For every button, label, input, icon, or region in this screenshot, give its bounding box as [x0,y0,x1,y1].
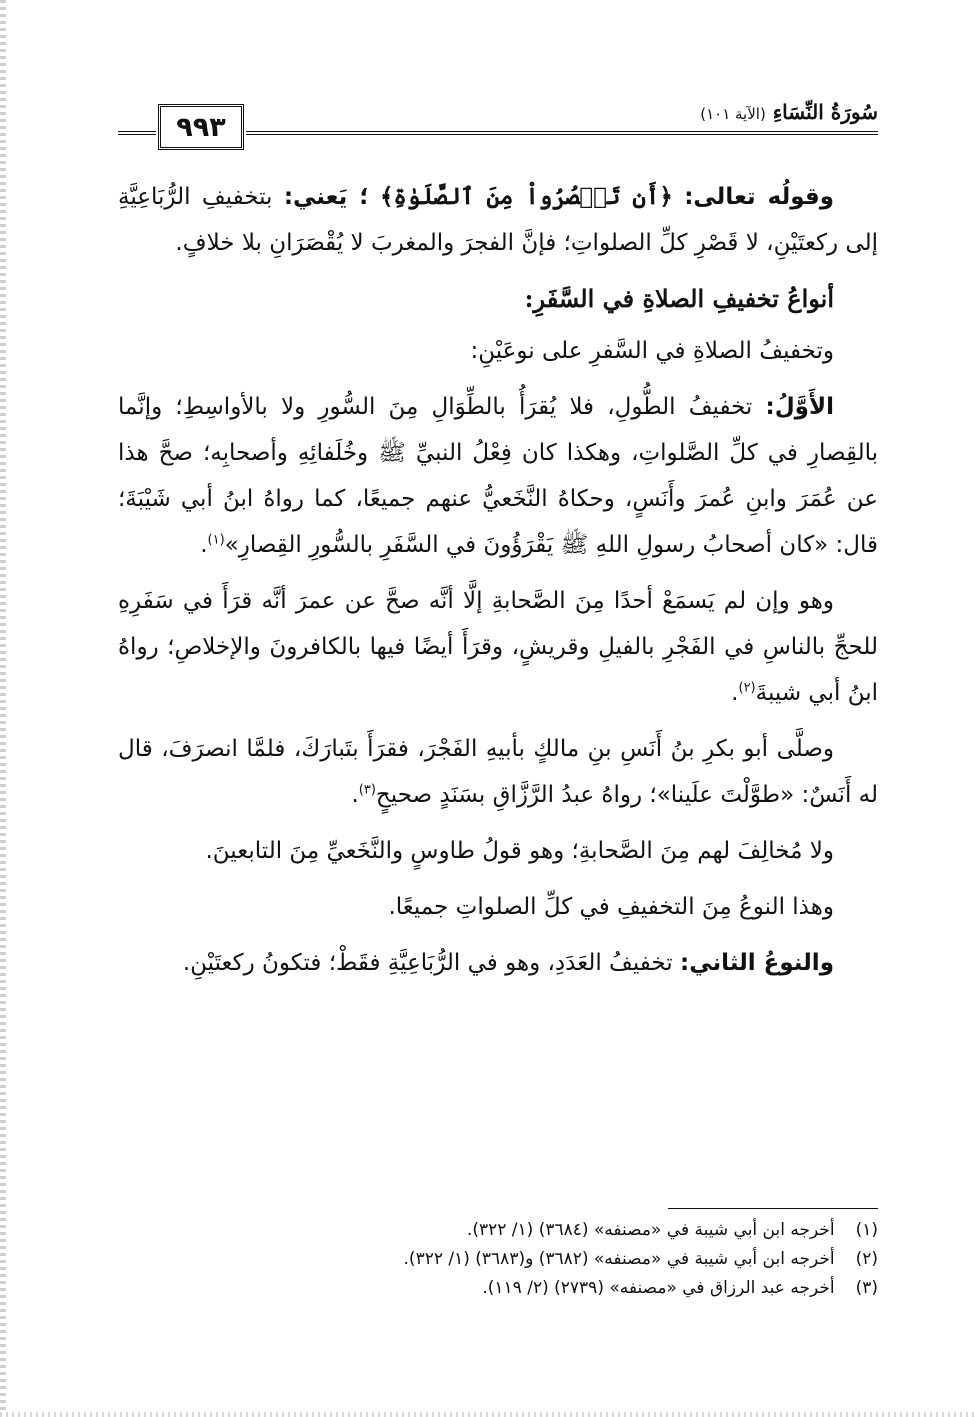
page-number: ٩٩٣ [158,104,244,150]
types-paragraph: وتخفيفُ الصلاةِ في السَّفرِ على نوعَيْنِ: [470,338,834,364]
footnote-rule [668,1208,878,1209]
first-type-end: . [200,532,208,558]
verse-ref: (الآية ١٠١) [700,105,766,123]
no-dissent-paragraph: ولا مُخالِفَ لهم مِنَ الصَّحابةِ؛ وهو قولُ طاوسٍ والنَّخَعيِّ مِنَ التابعينَ. [205,838,834,864]
footnote-2 [118,1245,878,1274]
surah-title: سُورَةُ النِّسَاءِ [772,100,878,124]
footnote-number: (٣) [855,1278,878,1298]
header-rule-right [246,131,878,135]
umar-text: وهو وإن لم يَسمَعْ أحدًا مِنَ الصَّحابةِ إلَّا أنَّه صحَّ عن عمرَ أنَّه قرَأَ في سَفَرِهِ للحجِّ بالناسِ في الفَجْرِ بالفيلِ وقريشٍ، وقرَأَ أيضًا فيها بالكافرونَ والإخلاصِ؛ رواهُ ابنُ أبي شيبةَ [118,588,878,706]
intro-bold-prefix: وقولُه تعالى: [684,184,835,210]
umar-paragraph [118,578,878,716]
footnote-text: أخرجه عبد الرزاق في «مصنفه» (٢٧٣٩) (٢/ ١١٩). [482,1278,835,1298]
second-type-label: والنوعُ الثاني: [680,950,834,976]
first-type-label: الأَوَّلُ: [765,394,834,420]
scan-edge-bottom [0,1412,974,1417]
first-type-text: تخفيفُ الطُّولِ، فلا يُقرَأُ بالطِّوَالِ مِنَ السُّورِ ولا بالأواسِطِ؛ وإنَّما بالقِصارِ في كلِّ الصَّلواتِ، وهكذا كان فِعْلُ النبيِّ ﷺ وخُلَفائِهِ وأصحابِه؛ صحَّ هذا عن عُمَرَ وابنِ عُمرَ وأَنَسٍ، وحكاهُ النَّخَعيُّ عنهم جميعًا، كما رواهُ ابنُ أبي شَيْبَةَ؛ قال: «كان أصحابُ رسولِ اللهِ ﷺ يَقْرَؤُونَ في السَّفَرِ بالسُّورِ القِصارِ» [118,394,878,558]
scan-edge-left [0,0,6,1417]
footnote-number: (١) [855,1220,878,1240]
main-text [118,174,878,996]
section-heading: أنواعُ تخفيفِ الصلاةِ في السَّفَرِ: [524,284,834,313]
footnote-ref-1[interactable]: (١) [207,532,225,548]
second-type-text: تخفيفُ العَدَدِ، وهو في الرُّبَاعِيَّةِ فقَطْ؛ فتكونُ ركعتَيْنِ. [182,950,680,976]
this-type-paragraph: وهذا النوعُ مِنَ التخفيفِ في كلِّ الصلواتِ جميعًا. [388,894,834,920]
anas-text: وصلَّى أبو بكرِ بنُ أَنَسِ بنِ مالكٍ بأبيهِ الفَجْرَ، فقرَأَ بتَبارَكَ، فلمَّا انصرَفَ، قال له أَنَسٌ: «طوَّلْتَ علَينا»؛ رواهُ عبدُ الرَّزَّاقِ بسَنَدٍ صحيحٍ [118,736,878,808]
intro-paragraph [118,174,878,266]
page-header [118,100,878,156]
intro-yani: ؛ يَعني: [283,184,369,210]
footnote-number: (٢) [855,1249,878,1269]
header-rule-left [118,131,156,135]
footnote-text: أخرجه ابن أبي شيبة في «مصنفه» (٣٦٨٢) و(٣٦٨٣) (١/ ٣٢٢). [403,1249,835,1269]
footnote-3 [118,1274,878,1303]
footnote-ref-2[interactable]: (٢) [738,680,756,696]
footnote-ref-3[interactable]: (٣) [358,782,376,798]
anas-paragraph [118,726,878,818]
second-type-paragraph [118,940,878,986]
footnote-text: أخرجه ابن أبي شيبة في «مصنفه» (٣٦٨٤) (١/ ٣٢٢). [466,1220,835,1240]
footnotes [118,1216,878,1303]
quran-quote: ﴿أَن تَقۡصُرُواْ مِنَ ٱلصَّلَوٰةِ﴾ [379,183,673,210]
footnote-1 [118,1216,878,1245]
running-title [700,100,878,124]
umar-end: . [731,680,739,706]
anas-end: . [351,782,359,808]
intro-text: بتخفيفِ الرُّبَاعِيَّةِ إلى ركعتَيْنِ، لا قَصْرِ كلِّ الصلواتِ؛ فإنَّ الفجرَ والمغربَ لا يُقْصَرَانِ بلا خلافٍ. [118,184,878,256]
first-type-paragraph [118,384,878,568]
